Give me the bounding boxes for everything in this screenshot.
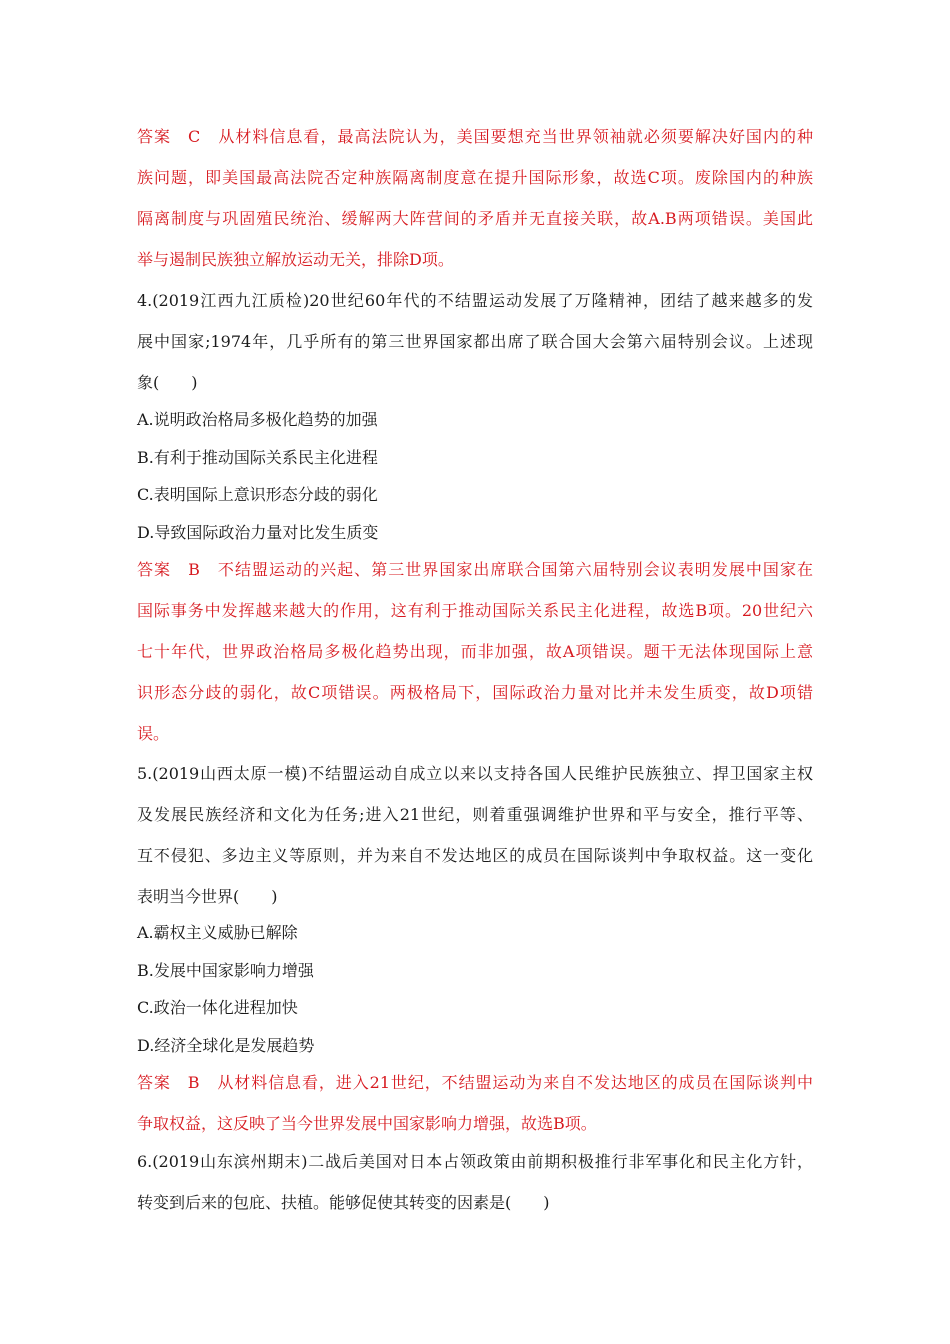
question-line: 表明当今世界( ) [137, 887, 278, 906]
question-line: 转变到后来的包庇、扶植。能够促使其转变的因素是( ) [137, 1193, 550, 1212]
answer-line: 国际事务中发挥越来越大的作用，这有利于推动国际关系民主化进程，故选B项。20世纪六 [137, 601, 813, 620]
option-d: D.导致国际政治力量对比发生质变 [137, 522, 379, 542]
answer-line: 隔离制度与巩固殖民统治、缓解两大阵营间的矛盾并无直接关联，故A.B两项错误。美国此 [137, 209, 813, 228]
question-4-options [137, 401, 813, 551]
option-c: C.表明国际上意识形态分歧的弱化 [137, 485, 378, 504]
question-line: 展中国家;1974年，几乎所有的第三世界国家都出席了联合国大会第六届特别会议。上述现 [137, 332, 813, 351]
answer-line: 族问题，即美国最高法院否定种族隔离制度意在提升国际形象，故选C项。废除国内的种族 [137, 168, 813, 187]
question-6 [137, 1141, 813, 1223]
option-b: B.有利于推动国际关系民主化进程 [137, 447, 378, 467]
answer-line: 举与遏制民族独立解放运动无关，排除D项。 [137, 250, 454, 269]
answer-line: 争取权益，这反映了当今世界发展中国家影响力增强，故选B项。 [137, 1114, 597, 1133]
question-line: 4.(2019江西九江质检)20世纪60年代的不结盟运动发展了万隆精神，团结了越来越多的发 [137, 291, 813, 310]
answer-line: 误。 [137, 724, 170, 743]
answer-5 [137, 1062, 813, 1144]
question-line: 5.(2019山西太原一模)不结盟运动自成立以来以支持各国人民维护民族独立、捍卫国家主权 [137, 764, 813, 783]
question-line: 象( ) [137, 373, 198, 392]
answer-line: 答案 C 从材料信息看，最高法院认为，美国要想充当世界领袖就必须要解决好国内的种 [137, 127, 813, 146]
option-a: A.霸权主义威胁已解除 [137, 923, 298, 942]
answer-line: 七十年代，世界政治格局多极化趋势出现，而非加强，故A项错误。题干无法体现国际上意 [137, 642, 813, 661]
answer-3 [137, 116, 813, 280]
answer-4 [137, 549, 813, 754]
answer-line: 识形态分歧的弱化，故C项错误。两极格局下，国际政治力量对比并未发生质变，故D项错 [137, 683, 813, 702]
option-b: B.发展中国家影响力增强 [137, 960, 314, 980]
answer-line: 答案 B 不结盟运动的兴起、第三世界国家出席联合国第六届特别会议表明发展中国家在 [137, 560, 813, 579]
question-5-options [137, 914, 813, 1064]
question-line: 互不侵犯、多边主义等原则，并为来自不发达地区的成员在国际谈判中争取权益。这一变化 [137, 846, 813, 865]
option-a: A.说明政治格局多极化趋势的加强 [137, 410, 378, 429]
question-5 [137, 753, 813, 917]
question-line: 6.(2019山东滨州期末)二战后美国对日本占领政策由前期积极推行非军事化和民主化方针， [137, 1152, 813, 1171]
question-4 [137, 280, 813, 403]
answer-line: 答案 B 从材料信息看，进入21世纪，不结盟运动为来自不发达地区的成员在国际谈判中 [137, 1073, 813, 1092]
question-line: 及发展民族经济和文化为任务;进入21世纪，则着重强调维护世界和平与安全，推行平等、 [137, 805, 813, 824]
option-d: D.经济全球化是发展趋势 [137, 1035, 315, 1055]
option-c: C.政治一体化进程加快 [137, 998, 298, 1017]
